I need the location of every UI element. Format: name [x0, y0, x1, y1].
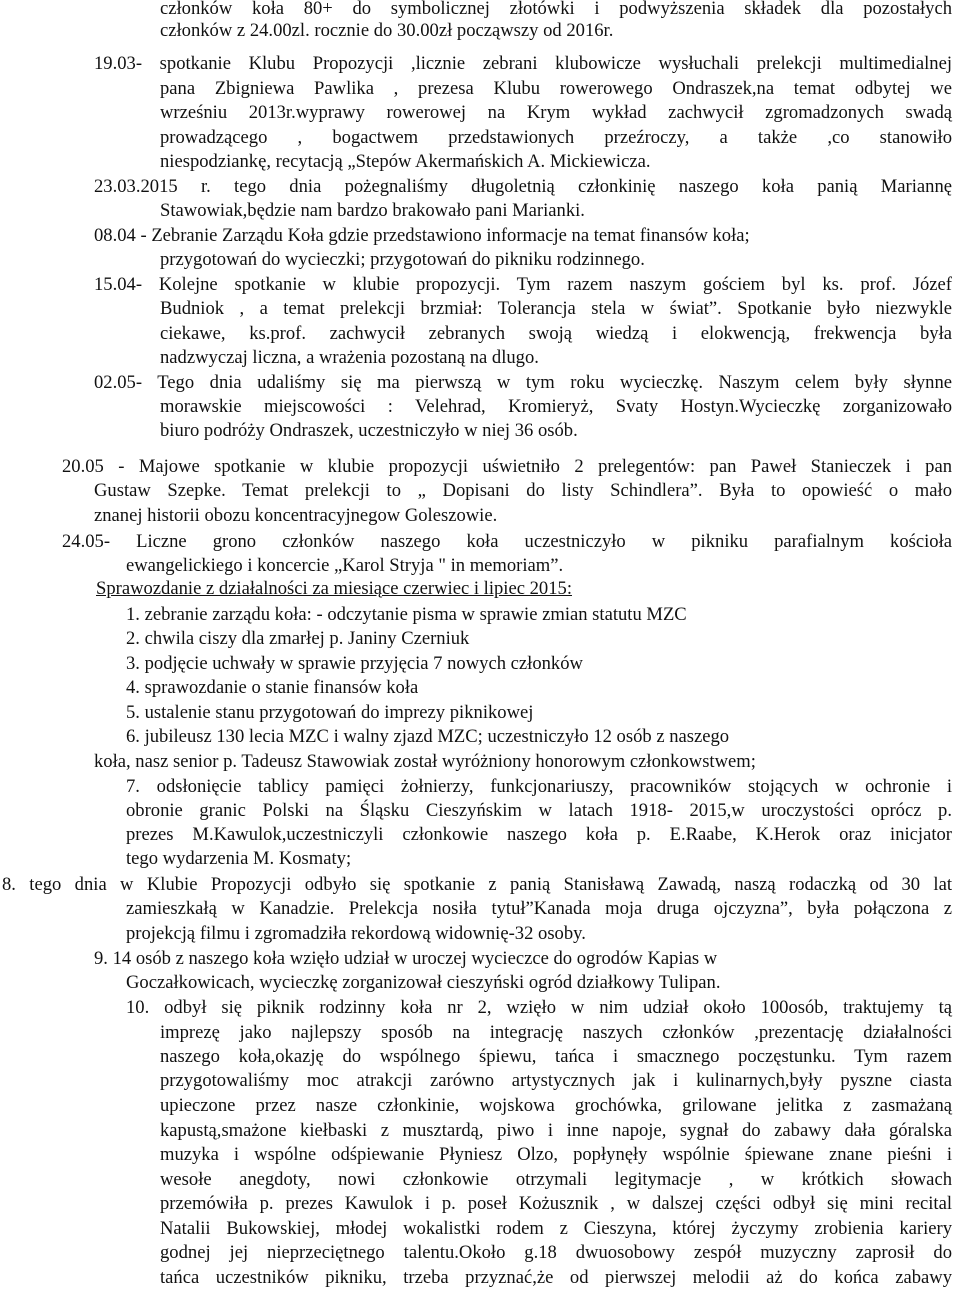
text-line: członków z 24.00zl. rocznie do 30.00zł począwszy od 2016r. [160, 20, 614, 41]
text-line: 1. zebranie zarządu koła: - odczytanie pisma w sprawie zmian statutu MZC [126, 604, 687, 625]
text-line: wesołe anegdoty, nowi członkowie otrzymali legitymacje , w krótkich słowach [160, 1169, 952, 1190]
text-line: kapustą,smażone kiełbaski z musztardą, piwo i inne napoje, sygnał do zabawy dała góralska [160, 1120, 952, 1141]
text-line: Natalii Bukowskiej, młodej wokalistki rodem z Cieszyna, której życzymy zrobienia kariery [160, 1218, 952, 1239]
text-line: ewangelickiego i koncercie „Karol Stryja " in memoriam”. [126, 555, 564, 576]
text-line: zamieszkałą w Kanadzie. Prelekcja nosiła tytuł”Kanada moja druga ojczyzna”, była połączona z [126, 898, 952, 919]
text-line: Budniok , a temat prelekcji brzmiał: Tolerancja stela w świat”. Spotkanie było niezwykle [160, 298, 952, 319]
text-line: przygotowań do wycieczki; przygotowań do pikniku rodzinnego. [160, 249, 645, 270]
text-line: 7. odsłonięcie tablicy pamięci żołnierzy, funkcjonariuszy, pracowników stojących w ochronie i [126, 776, 952, 797]
section-heading: Sprawozdanie z działalności za miesiące czerwiec i lipiec 2015: [96, 578, 572, 599]
text-line: muzyka i wspólne odśpiewanie Płyniesz Olzo, popłynęły wspólnie śpiewane znane pieśni i [160, 1144, 952, 1165]
text-line: przygotowaliśmy moc atrakcji zarówno artystycznych jak i kulinarnych,były pyszne ciasta [160, 1070, 952, 1091]
text-line: 3. podjęcie uchwały w sprawie przyjęcia 7 nowych członków [126, 653, 583, 674]
text-line: 20.05 - Majowe spotkanie w klubie propozycji uświetniło 2 prelegentów: pan Paweł Stanieczek i pan [62, 456, 952, 477]
text-line: pana Zbigniewa Pawlika , prezesa Klubu rowerowego Ondraszek,na temat odbytej we [160, 78, 952, 99]
text-line: biuro podróży Ondraszek, uczestniczyło w niej 36 osób. [160, 420, 578, 441]
text-line: 4. sprawozdanie o stanie finansów koła [126, 677, 419, 698]
text-line: Goczałkowicach, wycieczkę zorganizował cieszyński ogród działkowy Tulipan. [126, 972, 721, 993]
text-line: wrześniu 2013r.wyprawy rowerowej na Krym wykład zachwycił zgromadzonych swadą [160, 102, 952, 123]
text-line: obronie granic Polski na Śląsku Cieszyńskim w latach 1918- 2015,w uroczystości oprócz p. [126, 800, 952, 821]
text-line: projekcją filmu i zgromadziła rekordową widownię-32 osoby. [126, 923, 586, 944]
text-line: naszego koła,okazję do wspólnego śpiewu, tańca i smacznego poczęstunku. Tym razem [160, 1046, 952, 1067]
text-line: 15.04- Kolejne spotkanie w klubie propozycji. Tym razem naszym gościem byl ks. prof. Józef [94, 274, 952, 295]
text-line: 6. jubileusz 130 lecia MZC i walny zjazd MZC; uczestniczyło 12 osób z naszego [126, 726, 730, 747]
text-line: 8. tego dnia w Klubie Propozycji odbyło się spotkanie z panią Stanisławą Zawadą, naszą rodaczką od 30 lat [2, 874, 952, 895]
text-line: upieczone przez nasze członkinie, wojskowa grochówka, grilowane jelitka z zasmażaną [160, 1095, 952, 1116]
text-line: imprezę jako najlepszy sposób na integrację naszych członków ,prezentację działalności [160, 1022, 952, 1043]
text-line: 5. ustalenie stanu przygotowań do imprezy piknikowej [126, 702, 534, 723]
text-line: 9. 14 osób z naszego koła wzięło udział w uroczej wycieczce do ogrodów Kapias w [94, 948, 718, 969]
text-line: morawskie miejscowości : Velehrad, Kromieryż, Svaty Hostyn.Wycieczkę zorganizowało [160, 396, 952, 417]
text-line: ciekawe, ks.prof. zachwycił zebranych swoją wiedzą i elokwencją, frekwencja była [160, 323, 952, 344]
text-line: nadzwyczaj liczna, a wrażenia pozostaną na dlugo. [160, 347, 539, 368]
text-line: Gustaw Szepke. Temat prelekcji to „ Dopisani do listy Schindlera”. Była to opowieść o mało [94, 480, 952, 501]
text-line: 08.04 - Zebranie Zarządu Koła gdzie przedstawiono informacje na temat finansów koła; [94, 225, 750, 246]
text-line: członków koła 80+ do symbolicznej złotówki i podwyższenia składek dla pozostałych [160, 0, 952, 19]
text-line: 24.05- Liczne grono członków naszego koła uczestniczyło w pikniku parafialnym kościoła [62, 531, 952, 552]
text-line: niespodziankę, recytacją „Stepów Akermańskich A. Mickiewicza. [160, 151, 651, 172]
text-line: 02.05- Tego dnia udaliśmy się ma pierwszą w tym roku wycieczkę. Naszym celem były słynne [94, 372, 952, 393]
text-line: 2. chwila ciszy dla zmarłej p. Janiny Czerniuk [126, 628, 470, 649]
text-line: Stawowiak,będzie nam bardzo brakowało pani Marianki. [160, 200, 585, 221]
text-line: 10. odbył się piknik rodzinny koła nr 2, wzięło w nim udział około 100osób, traktujemy tą [126, 997, 952, 1018]
text-line: godnej jej nieprzeciętnego talentu.Około g.18 dwuosobowy zespół muzyczny zaprosił do [160, 1242, 952, 1263]
text-line: koła, nasz senior p. Tadeusz Stawowiak został wyróżniony honorowym członkowstwem; [94, 751, 756, 772]
text-line: prezes M.Kawulok,uczestniczyli członkowie naszego koła p. E.Raabe, K.Herok oraz inicjator [126, 824, 952, 845]
text-line: znanej historii obozu koncentracyjnegow Goleszowie. [94, 505, 498, 526]
text-line: prowadzącego , bogactwem przedstawionych przeźroczy, a także ,co stanowiło [160, 127, 952, 148]
text-line: tego wydarzenia M. Kosmaty; [126, 848, 352, 869]
text-line: 19.03- spotkanie Klubu Propozycji ,licznie zebrani klubowicze wysłuchali prelekcji multimedialnej [94, 53, 952, 74]
text-line: tańca uczestników pikniku, trzeba przyznać,że od pierwszej melodii aż do końca zabawy [160, 1267, 952, 1288]
text-line: przemówiła p. prezes Kawulok i p. poseł Kożusznik , w dalszej części odbył się mini recital [160, 1193, 952, 1214]
text-line: 23.03.2015 r. tego dnia pożegnaliśmy długoletnią członkinię naszego koła panią Mariannę [94, 176, 952, 197]
